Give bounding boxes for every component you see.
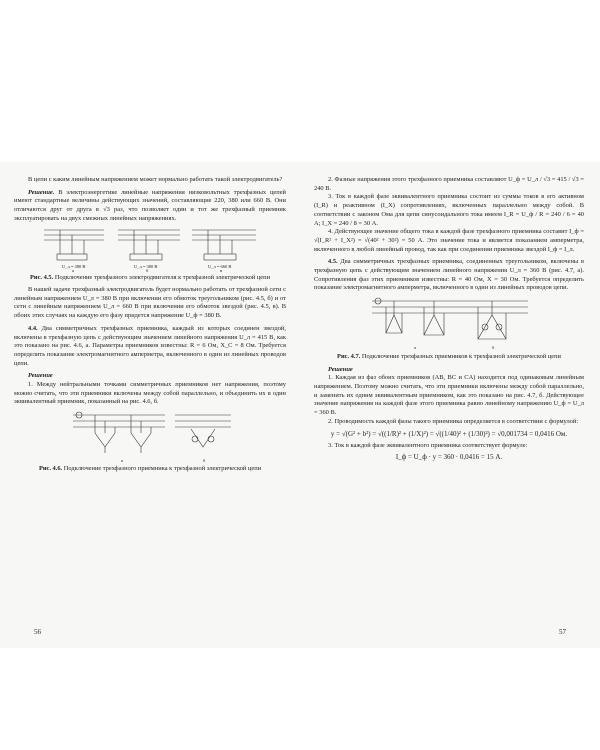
page-number-left: 56	[34, 628, 41, 636]
fig47-caption-text: Подключение трехфазных приемников к трехфазной электрической цепи	[361, 353, 561, 361]
fig45-sub-b: б	[146, 267, 149, 272]
fig46-sub-b: б	[203, 458, 206, 464]
solution-4-4-p3: 3. Ток в каждой фазе эквивалентного приемника состоит из суммы токов в его активном (I_R) и реактивном (I_X) сопротивлениях, включенных параллельно между собой. В соответствии с законом Ома для цепи синусоидального тока имеем I_R = U_ф / R = 240 / 6 = 40 А; I_X = 240 / 8 = 30 А.	[314, 193, 584, 227]
fig45-sub-a: а	[72, 267, 74, 272]
solution-4-4-p2: 2. Фазные напряжения этого трехфазного приемника составляют U_ф = U_л / √3 = 415 / √3 = 240 В.	[314, 176, 584, 192]
fig46-sub-a: а	[121, 458, 123, 464]
right-page	[300, 162, 600, 648]
solution-heading-right: Решение	[328, 365, 353, 373]
problem-4-5-num: 4.5.	[328, 258, 338, 266]
fig45-sub-c: в	[220, 267, 223, 272]
fig45-label-c: U_л = 660 В	[208, 263, 232, 269]
problem-4-4-num: 4.4.	[28, 324, 38, 332]
fig46-caption-text: Подключение трехфазного приемника к трехфазной электрической цепи	[63, 465, 262, 473]
fig45-label-b: U_л = 380 В	[134, 263, 158, 269]
formula-current: I_ф = U_ф · y = 360 · 0,0416 = 15 А.	[395, 453, 503, 462]
fig45-caption-text: Подключение трехфазного электродвигателя к трехфазной электрической цепи	[54, 273, 270, 281]
solution-4-4-p1: 1. Между нейтральными точками симметричных приемников нет напряжения, поэтому можно считать, что эти приемники включены между собой параллельно, и объединить их в один эквивалентный приемник, показанный на рис. 4.6, б.	[14, 381, 286, 406]
figure-4-5-caption	[14, 274, 286, 283]
fig47-sub-a: а	[414, 345, 416, 351]
solution-4-5-p1: 1. Каждая из фаз обоих приемников (AB, BC и CA) находится под одинаковым линейным напряжением. Поэтому можно считать, что эти приемники включены между собой параллельно, и заменить их одним эквивалентным приемником, как это показано на рис. 4.7, б. Действующее значение напряжения на каждой фазе этого приемника равно линейному напряжению U_ф = U_л = 360 В.	[314, 374, 584, 417]
solution-heading: Решение	[28, 372, 53, 380]
figure-4-7-caption	[314, 353, 584, 362]
formula-conductance: y = √(G² + b²) = √((1/R)² + (1/X)²) = √((1/40)² + (1/30)²) = √0,001734 = 0,0416 Ом.	[330, 429, 568, 438]
problem-4-4	[14, 325, 286, 369]
solution-text: В электроэнергетике линейные напряжения низковольтных трехфазных цепей имеют стандартные величины действующих значений, составляющие 220, 380 или 660 В. Они отличаются друг от друга в √3 раз, что позволяет один и тот же трехфазный приемник эксплуатировать на двух смежных линейных напряжениях.	[14, 188, 286, 222]
figure-4-7	[364, 293, 534, 351]
fig45-label-a: U_л = 380 В	[62, 263, 86, 269]
figure-4-5	[40, 224, 260, 272]
problem-4-4-text: Два симметричных трехфазных приемника, каждый из которых соединен звездой, включены в трехфазную цепь с действующим значением линейного напряжения U_л = 415 В, как это показано на рис. 4.6, а. Параметры приемников известны: R = 6 Ом, X_C = 8 Ом. Требуется определить показание электромагнитного амперметра, включенного в один из линейных проводов цепи.	[14, 324, 286, 367]
fig46-caption-num: Рис. 4.6.	[38, 465, 63, 473]
fig45-caption-num: Рис. 4.5.	[30, 273, 54, 281]
left-page	[0, 162, 300, 648]
problem-4-5-text: Два симметричных трехфазных приемника, соединенных треугольником, включены в трехфазную цепь с действующим значением линейного напряжения U_л = 360 В (рис. 4.7, а). Сопротивления фаз этих приемников известны: R = 40 Ом, X = 30 Ом. Требуется определить показание электромагнитного амперметра, включенного в один из линейных проводов цепи.	[314, 258, 584, 292]
motor-paragraph: В нашей задаче трехфазный электродвигатель будет нормально работать от трехфазной сети с линейным напряжением U_л = 380 В при включении его обмоток треугольником (рис. 4.5, б) и от сети с линейным напряжением U_л = 660 В при включении его обмоток звездой (рис. 4.5, в). В обоих этих случаях на каждую его фазу придется напряжение U_ф = 380 В.	[14, 286, 286, 320]
solution-paragraph	[14, 189, 286, 224]
page-number-right: 57	[559, 628, 566, 636]
solution-4-5-p3: 3. Ток в каждой фазе эквивалентного приемника соответствует формуле:	[328, 441, 528, 449]
figure-4-6	[65, 407, 235, 463]
figure-4-6-caption	[14, 465, 286, 474]
question-intro: В цепи с каким линейным напряжением может нормально работать такой электродвигатель?	[28, 176, 283, 183]
problem-4-5	[314, 258, 584, 293]
fig47-caption-num: Рис. 4.7.	[337, 353, 361, 361]
solution-label: Решение.	[28, 188, 55, 196]
solution-4-5-p2: 2. Проводимость каждой фазы такого приемника определяется в соответствии с формулой:	[328, 417, 579, 425]
solution-4-4-p4: 4. Действующее значение общего тока в каждой фазе трехфазного приемника составит I_ф = √(I_R² + I_X²) = √(40² + 30²) = 50 А. Это значение тока и является показанием амперметра, включенного в любой линейный провод, так как при соединении приемника звездой I_ф = I_л.	[314, 228, 584, 253]
fig47-sub-b: б	[492, 345, 495, 351]
